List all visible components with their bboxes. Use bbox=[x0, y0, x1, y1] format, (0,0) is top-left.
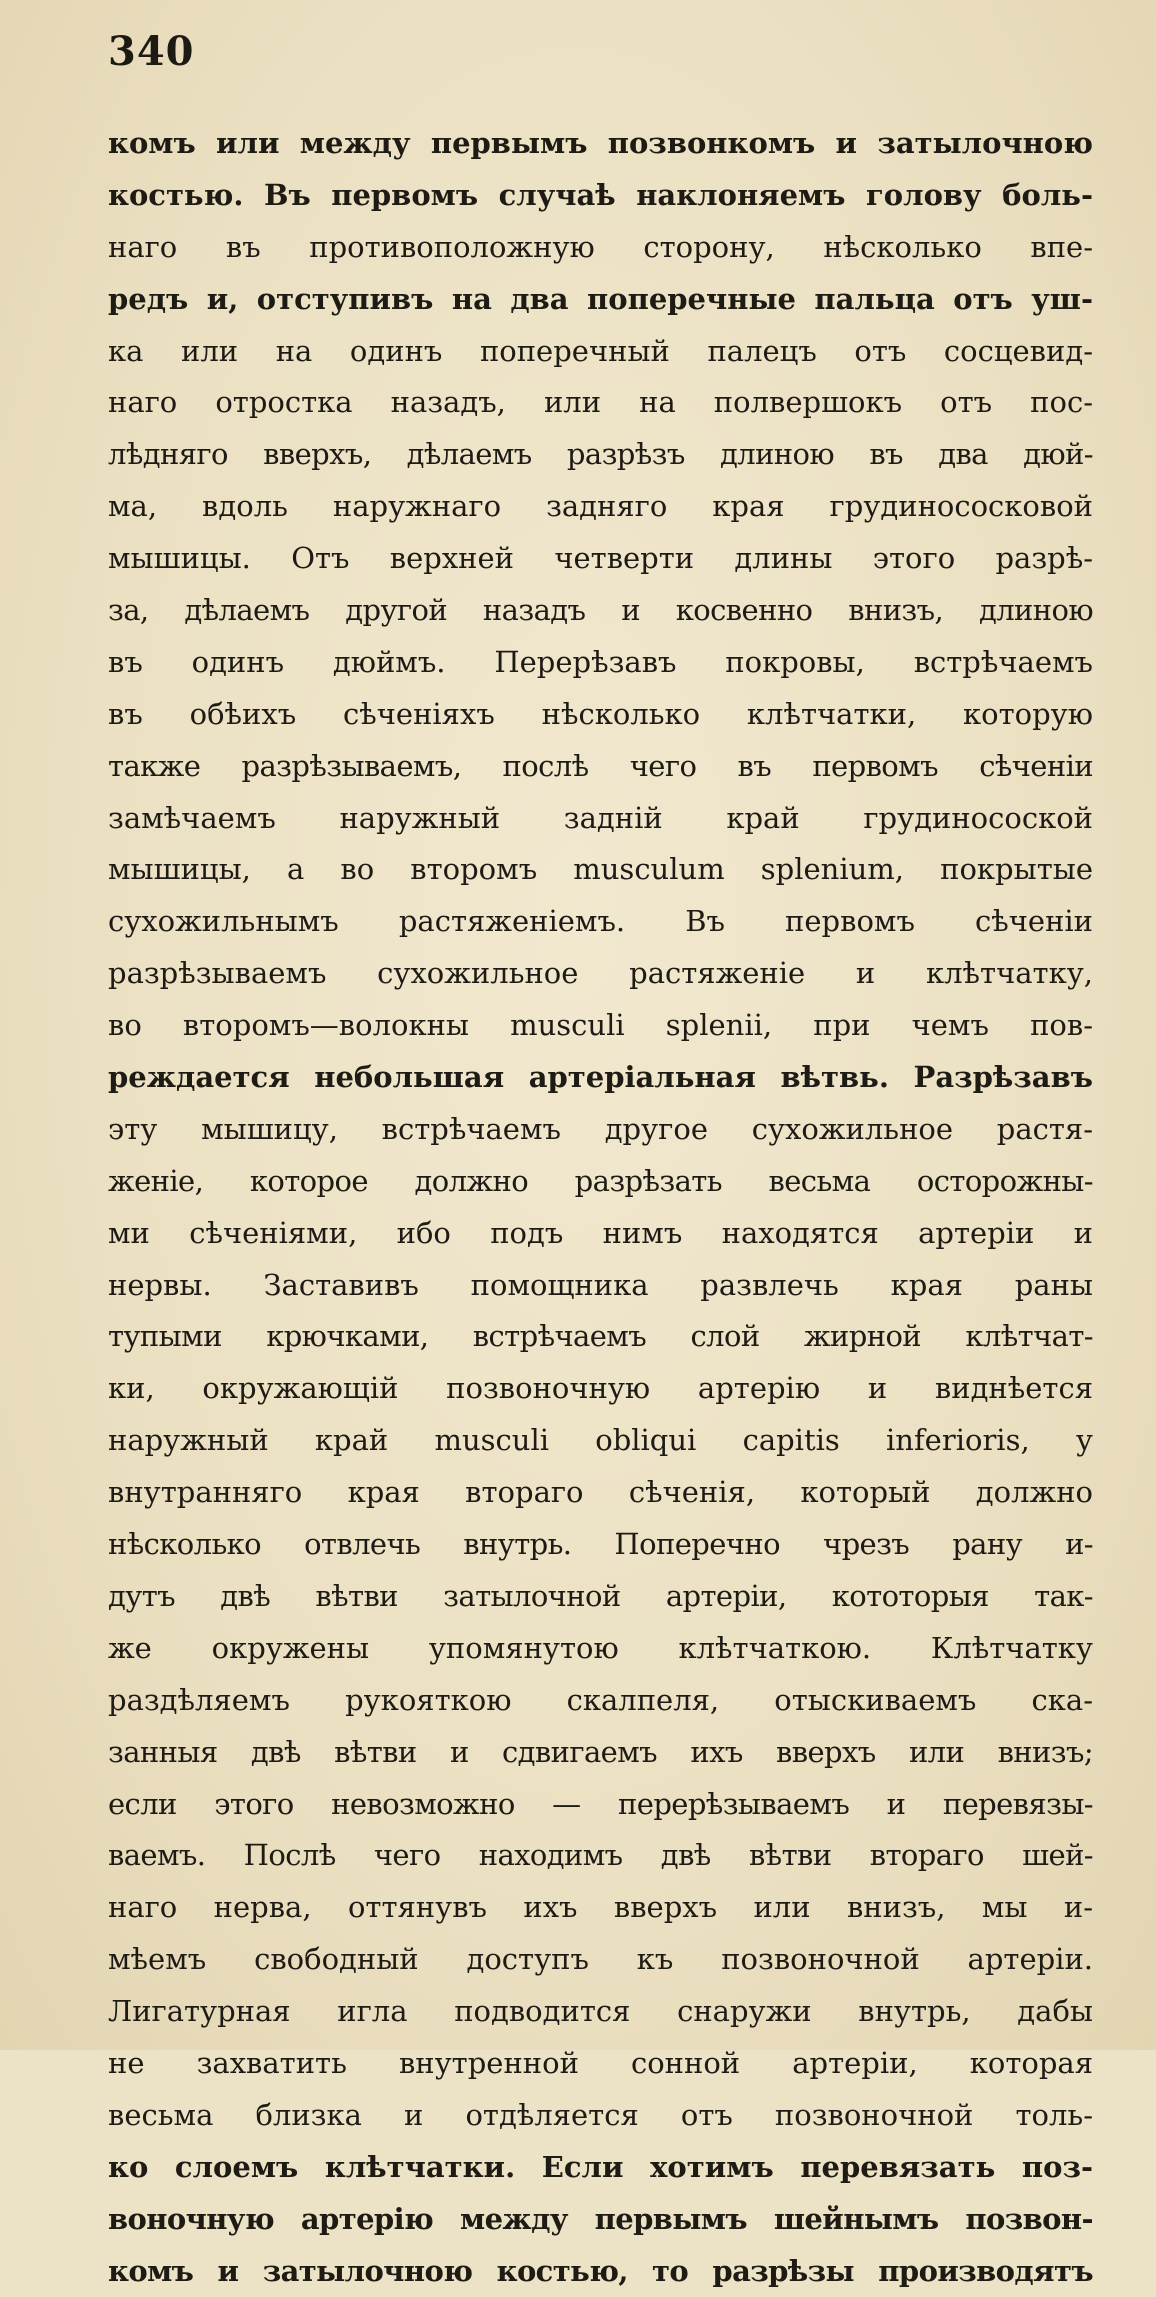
text-line: эту мышицу, встрѣчаемъ другое сухожильное растя- bbox=[108, 1111, 1093, 1146]
text-line: въ одинъ дюймъ. Перерѣзавъ покровы, встрѣчаемъ bbox=[108, 644, 1093, 679]
text-line: наго нерва, оттянувъ ихъ вверхъ или внизъ, мы и- bbox=[108, 1890, 1093, 1925]
text-line: сухожильнымъ растяженіемъ. Въ первомъ сѣченіи bbox=[108, 904, 1093, 939]
text-line: не захватить внутренной сонной артеріи, которая bbox=[108, 2045, 1093, 2080]
text-line: мышицы. Отъ верхней четверти длины этого разрѣ- bbox=[108, 541, 1093, 576]
text-line: воночную артерію между первымъ шейнымъ позвон- bbox=[108, 2201, 1093, 2236]
text-line: костью. Въ первомъ случаѣ наклоняемъ голову боль- bbox=[108, 177, 1093, 212]
text-line: ки, окружающій позвоночную артерію и виднѣется bbox=[108, 1371, 1093, 1406]
text-line: въ обѣихъ сѣченіяхъ нѣсколько клѣтчатки, которую bbox=[108, 696, 1093, 731]
text-line: нѣсколько отвлечь внутрь. Поперечно чрезъ рану и- bbox=[108, 1527, 1093, 1562]
text-line: если этого невозможно — перерѣзываемъ и перевязы- bbox=[108, 1786, 1093, 1821]
text-line: наго отростка назадъ, или на полвершокъ отъ пос- bbox=[108, 385, 1093, 420]
text-line: редъ и, отступивъ на два поперечные пальца отъ уш- bbox=[108, 281, 1093, 316]
text-line: за, дѣлаемъ другой назадъ и косвенно внизъ, длиною bbox=[108, 593, 1093, 628]
page-number: 340 bbox=[108, 28, 195, 75]
text-line: мышицы, а во второмъ musculum splenium, покрытые bbox=[108, 852, 1093, 887]
text-line: женіе, которое должно разрѣзать весьма осторожны- bbox=[108, 1163, 1093, 1198]
text-line: лѣдняго вверхъ, дѣлаемъ разрѣзъ длиною въ два дюй- bbox=[108, 437, 1093, 472]
text-line: весьма близка и отдѣляется отъ позвоночной толь- bbox=[108, 2097, 1093, 2132]
text-line: ваемъ. Послѣ чего находимъ двѣ вѣтви втораго шей- bbox=[108, 1838, 1093, 1873]
text-line: ко слоемъ клѣтчатки. Если хотимъ перевязать поз- bbox=[108, 2149, 1093, 2184]
body-text bbox=[108, 118, 1093, 2297]
text-line: ка или на одинъ поперечный палецъ отъ сосцевид- bbox=[108, 333, 1093, 368]
text-line: дутъ двѣ вѣтви затылочной артеріи, кототорыя так- bbox=[108, 1578, 1093, 1613]
text-line: комъ или между первымъ позвонкомъ и затылочною bbox=[108, 126, 1093, 160]
text-line: наго въ противоположную сторону, нѣсколько впе- bbox=[108, 229, 1093, 264]
text-line: Лигатурная игла подводится снаружи внутрь, дабы bbox=[108, 1994, 1093, 2029]
text-line: реждается небольшая артеріальная вѣтвь. Разрѣзавъ bbox=[108, 1060, 1093, 1095]
text-line: замѣчаемъ наружный задній край грудиносоской bbox=[108, 800, 1093, 835]
text-line: внутранняго края втораго сѣченія, который должно bbox=[108, 1475, 1093, 1510]
text-line: занныя двѣ вѣтви и сдвигаемъ ихъ вверхъ или внизъ; bbox=[108, 1734, 1093, 1769]
text-line: ми сѣченіями, ибо подъ нимъ находятся артеріи и bbox=[108, 1215, 1093, 1250]
text-line: ма, вдоль наружнаго задняго края грудинососковой bbox=[108, 489, 1093, 524]
text-line: тупыми крючками, встрѣчаемъ слой жирной клѣтчат- bbox=[108, 1319, 1093, 1354]
text-line: во второмъ—волокны musculi splenii, при чемъ пов- bbox=[108, 1008, 1093, 1043]
text-line: разрѣзываемъ сухожильное растяженіе и клѣтчатку, bbox=[108, 956, 1093, 991]
text-line: раздѣляемъ рукояткою скалпеля, отыскиваемъ ска- bbox=[108, 1682, 1093, 1717]
text-line: наружный край musculi obliqui capitis inferioris, у bbox=[108, 1423, 1093, 1458]
text-line: комъ и затылочною костью, то разрѣзы производятъ bbox=[108, 2253, 1093, 2288]
text-line: же окружены упомянутою клѣтчаткою. Клѣтчатку bbox=[108, 1630, 1093, 1665]
text-line: также разрѣзываемъ, послѣ чего въ первомъ сѣченіи bbox=[108, 748, 1093, 783]
text-line: мѣемъ свободный доступъ къ позвоночной артеріи. bbox=[108, 1942, 1093, 1977]
text-line: нервы. Заставивъ помощника развлечь края раны bbox=[108, 1267, 1093, 1302]
